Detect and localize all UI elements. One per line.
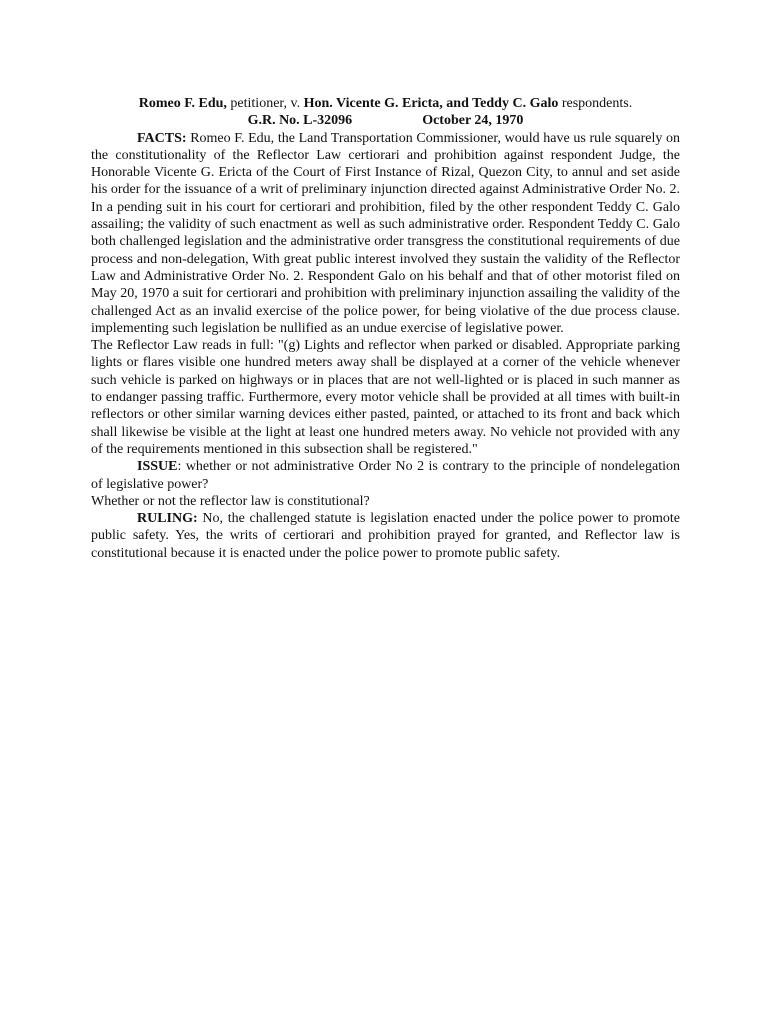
ruling-paragraph [91,510,680,562]
issue-text: : whether or not administrative Order No 2 is contrary to the principle of nondelegation of legislative power? [91,459,680,492]
case-citation [91,112,680,129]
facts-paragraph [91,130,680,338]
issue-second-question: Whether or not the reflector law is constitutional? [91,493,370,509]
ruling-heading: RULING: [137,511,198,527]
ruling-text: No, the challenged statute is legislation enacted under the police power to promote public safety. Yes, the writs of certiorari and prohibition prayed for granted, and Reflector law is constitutional because it is enacted under the police power to promote public safety. [91,511,680,561]
case-number: G.R. No. L-32096 [247,113,353,129]
decision-date: October 24, 1970 [422,113,524,129]
petitioner-role: petitioner, v. [226,96,304,111]
issue-paragraph [91,458,680,493]
petitioner-name: Romeo F. Edu, [138,96,227,111]
case-caption [91,95,680,112]
respondents-role: respondents. [558,96,633,111]
issue-heading: ISSUE [137,459,178,475]
respondents-names: Hon. Vicente G. Ericta, and Teddy C. Galo [303,96,559,111]
facts-text: Romeo F. Edu, the Land Transportation Commissioner, would have us rule squarely on the constitutionality of the Reflector Law certiorari and prohibition against respondent Judge, the Honorable Vicente G. Ericta of the Court of First Instance of Rizal, Quezon City, to annul and set aside his order for the issuance of a writ of preliminary injunction directed against Administrative Order No. 2. In a pending suit in his court for certiorari and prohibition, filed by the other respondent Teddy C. Galo assailing; the validity of such enactment as well as such administrative order. Respondent Teddy C. Galo both challenged legislation and the administrative order transgress the constitutional requirements of due process and non-delegation, With great public interest involved they sustain the validity of the Reflector Law and Administrative Order No. 2. Respondent Galo on his behalf and that of other motorist filed on May 20, 1970 a suit for certiorari and prohibition with preliminary injunction assailing the validity of the challenged Act as an invalid exercise of the police power, for being violative of the due process clause. implementing such legislation be nullified as an undue exercise of legislative power. [91,130,680,336]
reflector-law-paragraph: The Reflector Law reads in full: "(g) Lights and reflector when parked or disabled. Appropriate parking lights or flares visible one hundred meters away shall be displayed at a corner of the vehicle whenever such vehicle is parked on highways or in places that are not well-lighted or is placed in such manner as to endanger passing traffic. Furthermore, every motor vehicle shall be provided at all times with built-in reflectors or other similar warning devices either pasted, painted, or attached to its front and back which shall likewise be visible at the light at least one hundred meters away. No vehicle not provided with any of the requirements mentioned in this subsection shall be registered." [91,338,680,457]
facts-heading: FACTS: [137,130,187,146]
